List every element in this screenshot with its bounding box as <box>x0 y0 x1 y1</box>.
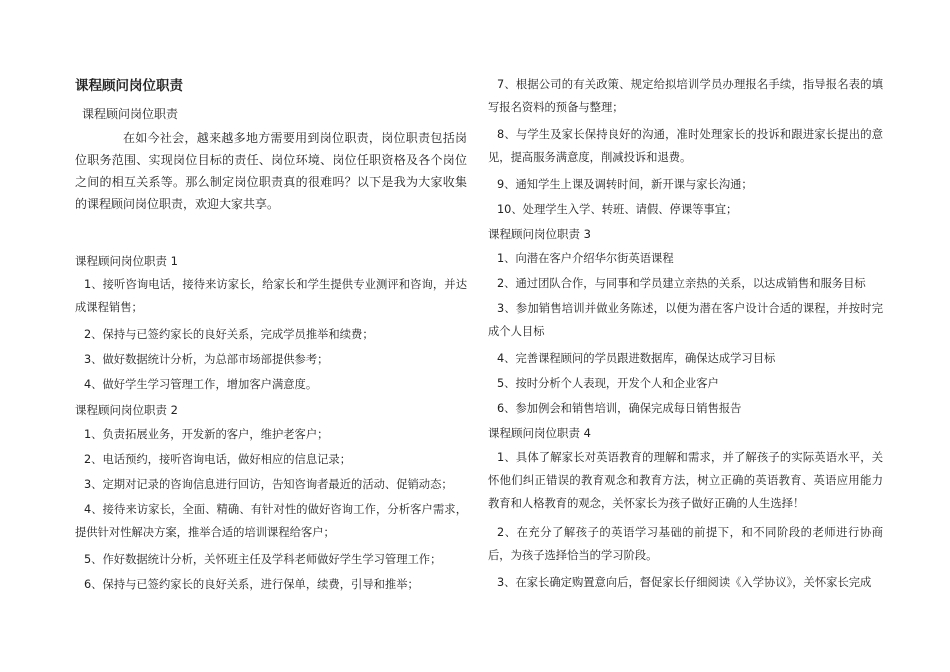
list-item: 3、做好数据统计分析，为总部市场部提供参考； <box>84 353 329 366</box>
list-item: 2、电话预约，接听咨询电话，做好相应的信息记录； <box>84 453 352 466</box>
intro-paragraph: 在如今社会，越来越多地方需要用到岗位职责，岗位职责包括岗位职务范围、实现岗位目标的责任、岗位环境、岗位任职资格及各个岗位之间的相互关系等。那么制定岗位职责真的很难吗？以下是我为大家收集的课程顾问岗位职责，欢迎大家共享。 <box>75 131 467 211</box>
list-item: 3、在家长确定购置意向后，督促家长仔细阅读《入学协议》，关怀家长完成 <box>497 576 872 589</box>
section-heading-3: 课程顾问岗位职责 3 <box>488 227 591 241</box>
list-item: 9、通知学生上课及调转时间，新开课与家长沟通； <box>497 178 753 191</box>
list-item: 6、参加例会和销售培训，确保完成每日销售报告 <box>497 402 742 415</box>
list-item: 1、向潜在客户介绍华尔街英语课程 <box>497 252 674 265</box>
list-item: 1、具体了解家长对英语教育的理解和需求，并了解孩子的实际英语水平，关怀他们纠正错误的教育观念和教育方法，树立正确的英语教育、英语应用能力教育和人格教育的观念，关怀家长为孩子做好正确的人生选择！ <box>488 451 883 510</box>
list-item: 3、参加销售培训并做业务陈述，以便为潜在客户设计合适的课程，并按时完成个人目标 <box>488 302 883 338</box>
document-title: 课程顾问岗位职责 <box>75 78 183 94</box>
document-subtitle: 课程顾问岗位职责 <box>82 107 179 121</box>
list-item: 4、完善课程顾问的学员跟进数据库，确保达成学习目标 <box>497 352 776 365</box>
list-item: 1、接听咨询电话，接待来访家长，给家长和学生提供专业测评和咨询，并达成课程销售； <box>75 278 467 314</box>
section-heading-1: 课程顾问岗位职责 1 <box>75 254 178 268</box>
list-item: 10、处理学生入学、转班、请假、停课等事宜； <box>497 203 738 216</box>
list-item: 2、在充分了解孩子的英语学习基础的前提下，和不同阶段的老师进行协商后，为孩子选择恰当的学习阶段。 <box>488 526 883 562</box>
list-item: 1、负责拓展业务，开发新的客户，维护老客户； <box>84 428 329 441</box>
list-item: 6、保持与已签约家长的良好关系，进行保单，续费，引导和推举； <box>84 578 419 591</box>
list-item: 8、与学生及家长保持良好的沟通，准时处理家长的投诉和跟进家长提出的意见，提高服务满意度，削减投诉和退费。 <box>488 128 883 164</box>
list-item: 4、接待来访家长，全面、精确、有针对性的做好咨询工作，分析客户需求，提供针对性解决方案，推举合适的培训课程给客户； <box>75 503 467 539</box>
list-item: 2、保持与已签约家长的良好关系，完成学员推举和续费； <box>84 328 374 341</box>
section-heading-4: 课程顾问岗位职责 4 <box>488 426 591 440</box>
list-item: 7、根据公司的有关政策、规定给拟培训学员办理报名手续，指导报名表的填写报名资料的预备与整理； <box>488 78 883 114</box>
list-item: 5、作好数据统计分析，关怀班主任及学科老师做好学生学习管理工作； <box>84 553 442 566</box>
list-item: 4、做好学生学习管理工作，增加客户满意度。 <box>84 378 318 391</box>
list-item: 5、按时分析个人表现，开发个人和企业客户 <box>497 377 719 390</box>
section-heading-2: 课程顾问岗位职责 2 <box>75 403 178 417</box>
list-item: 2、通过团队合作，与同事和学员建立亲热的关系，以达成销售和服务目标 <box>497 277 866 290</box>
list-item: 3、定期对记录的咨询信息进行回访，告知咨询者最近的活动、促销动态； <box>84 478 453 491</box>
